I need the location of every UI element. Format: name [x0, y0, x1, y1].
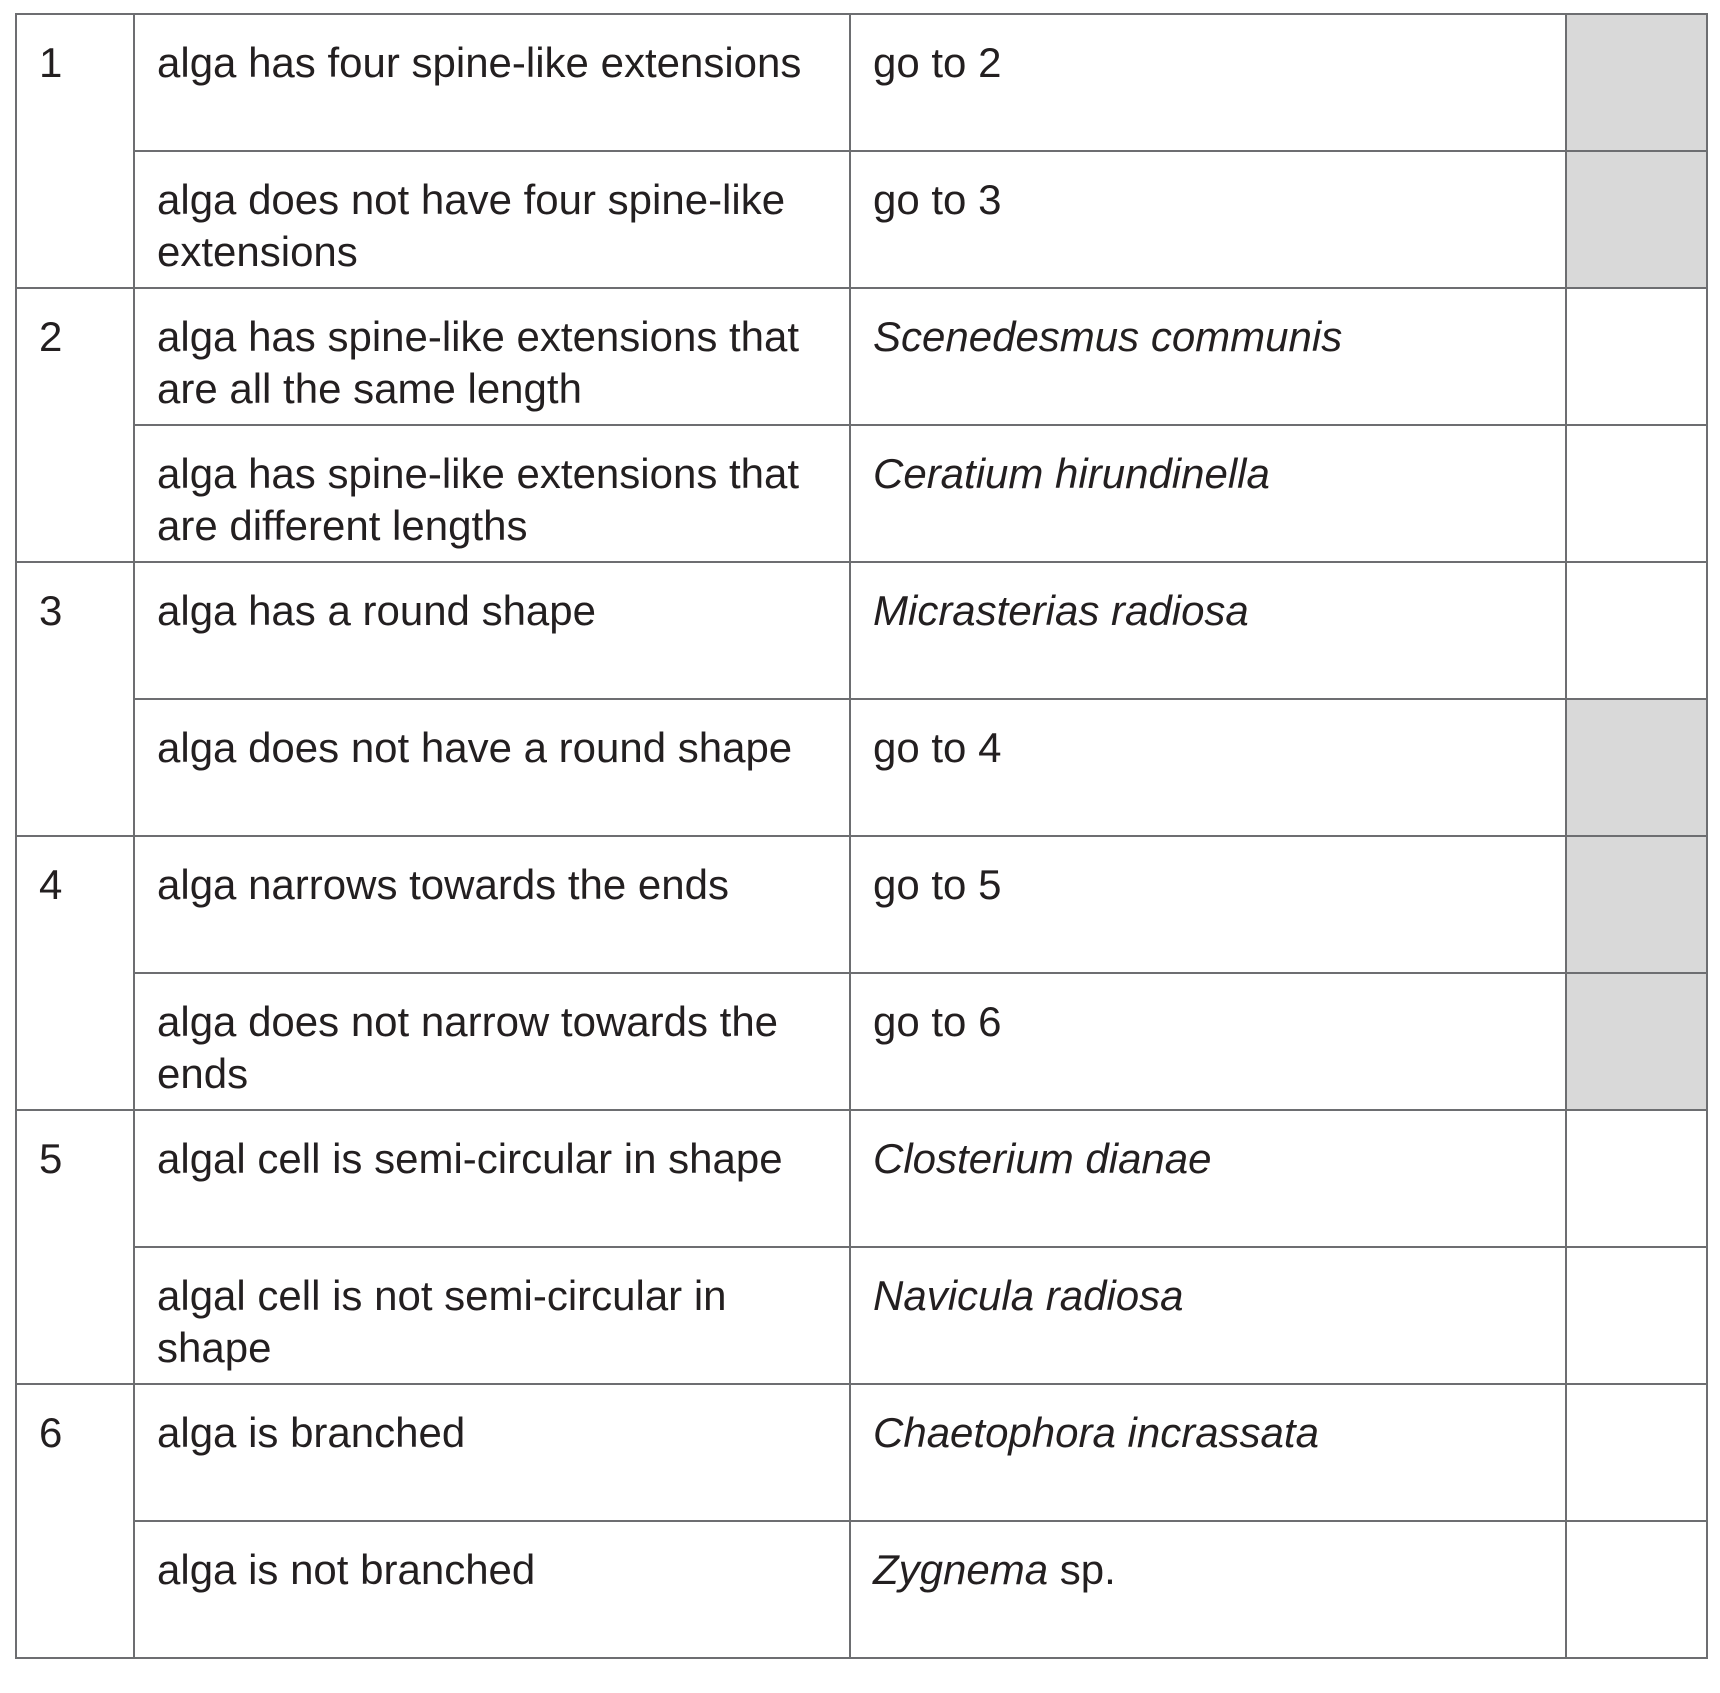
key-outcome [850, 836, 1566, 973]
key-outcome [850, 151, 1566, 288]
key-outcome [850, 288, 1566, 425]
dichotomous-key-table [15, 13, 1708, 1659]
key-description: alga does not have a round shape [134, 699, 850, 836]
answer-cell[interactable] [1566, 562, 1707, 699]
step-number: 1 [16, 14, 134, 288]
key-description: alga is not branched [134, 1521, 850, 1658]
key-description: alga does not narrow towards the ends [134, 973, 850, 1110]
step-number: 3 [16, 562, 134, 836]
table-row [16, 699, 1707, 836]
table-row [16, 973, 1707, 1110]
answer-cell-shaded [1566, 151, 1707, 288]
table-row [16, 1384, 1707, 1521]
key-description: alga does not have four spine-like extensions [134, 151, 850, 288]
species-name: Scenedesmus communis [873, 313, 1343, 360]
key-description: alga has a round shape [134, 562, 850, 699]
outcome-text: go to 3 [873, 176, 1002, 223]
outcome-text: go to 6 [873, 998, 1002, 1045]
outcome-text: go to 4 [873, 724, 1002, 771]
table-row [16, 562, 1707, 699]
key-description: alga is branched [134, 1384, 850, 1521]
key-description: alga has spine-like extensions that are all the same length [134, 288, 850, 425]
table-row [16, 288, 1707, 425]
key-outcome [850, 1247, 1566, 1384]
species-name: Navicula radiosa [873, 1272, 1184, 1319]
table-row [16, 1247, 1707, 1384]
species-name: Chaetophora incrassata [873, 1409, 1319, 1456]
answer-cell-shaded [1566, 699, 1707, 836]
table-row [16, 425, 1707, 562]
key-outcome [850, 1110, 1566, 1247]
key-outcome [850, 425, 1566, 562]
step-number: 2 [16, 288, 134, 562]
outcome-text: go to 5 [873, 861, 1002, 908]
step-number: 4 [16, 836, 134, 1110]
answer-cell[interactable] [1566, 1247, 1707, 1384]
answer-cell-shaded [1566, 973, 1707, 1110]
table-row [16, 1110, 1707, 1247]
answer-cell[interactable] [1566, 1521, 1707, 1658]
species-name: Zygnema [873, 1546, 1049, 1593]
outcome-text: sp. [1048, 1546, 1116, 1593]
answer-cell-shaded [1566, 14, 1707, 151]
key-outcome [850, 973, 1566, 1110]
answer-cell[interactable] [1566, 1384, 1707, 1521]
answer-cell[interactable] [1566, 425, 1707, 562]
key-outcome [850, 562, 1566, 699]
step-number: 5 [16, 1110, 134, 1384]
species-name: Ceratium hirundinella [873, 450, 1270, 497]
key-outcome [850, 14, 1566, 151]
step-number: 6 [16, 1384, 134, 1658]
key-description: alga has spine-like extensions that are different lengths [134, 425, 850, 562]
outcome-text: go to 2 [873, 39, 1002, 86]
table-row [16, 1521, 1707, 1658]
key-table-body [16, 14, 1707, 1658]
species-name: Closterium dianae [873, 1135, 1212, 1182]
key-description: alga narrows towards the ends [134, 836, 850, 973]
table-row [16, 14, 1707, 151]
species-name: Micrasterias radiosa [873, 587, 1249, 634]
key-description: algal cell is not semi-circular in shape [134, 1247, 850, 1384]
key-outcome [850, 699, 1566, 836]
answer-cell-shaded [1566, 836, 1707, 973]
key-description: algal cell is semi-circular in shape [134, 1110, 850, 1247]
key-outcome [850, 1521, 1566, 1658]
key-outcome [850, 1384, 1566, 1521]
key-description: alga has four spine-like extensions [134, 14, 850, 151]
answer-cell[interactable] [1566, 288, 1707, 425]
answer-cell[interactable] [1566, 1110, 1707, 1247]
table-row [16, 836, 1707, 973]
table-row [16, 151, 1707, 288]
